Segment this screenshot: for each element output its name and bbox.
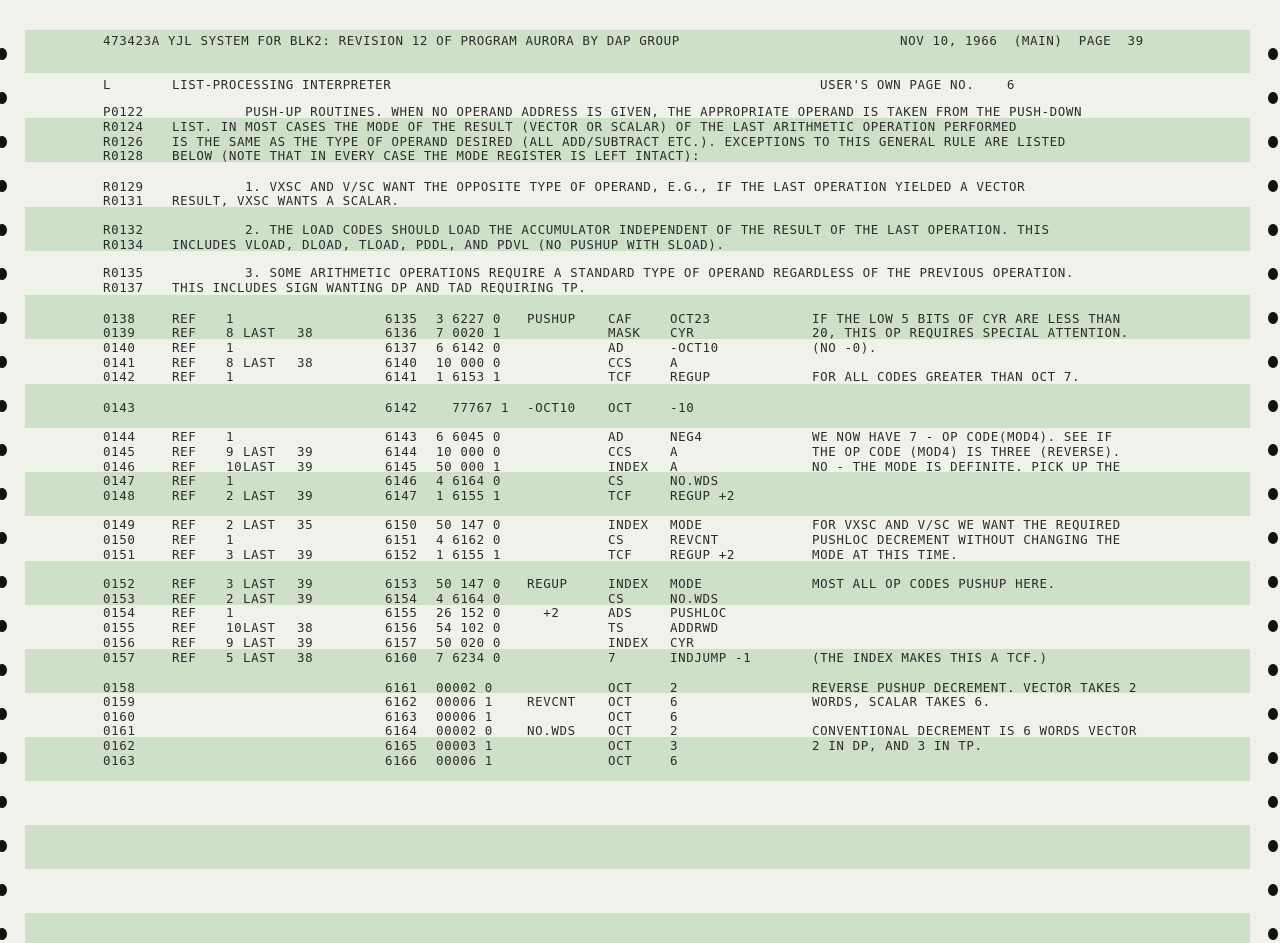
tractor-hole — [0, 708, 7, 720]
operand: NEG4 — [670, 429, 703, 444]
greenbar-band — [25, 913, 1250, 943]
tractor-hole — [1268, 444, 1278, 456]
prose-line-text: RESULT, VXSC WANTS A SCALAR. — [172, 193, 400, 208]
last-keyword: LAST — [243, 620, 276, 635]
operand: NO.WDS — [670, 591, 719, 606]
opcode: INDEX — [608, 459, 649, 474]
last-page: 38 — [297, 620, 314, 635]
operand: -10 — [670, 400, 695, 415]
line-number: 0148 — [103, 488, 136, 503]
operand: OCT23 — [670, 311, 711, 326]
line-number: 0153 — [103, 591, 136, 606]
operand: REGUP — [670, 369, 711, 384]
prose-line-number: R0124 — [103, 119, 144, 134]
prose-line-number: R0132 — [103, 222, 144, 237]
last-keyword: LAST — [243, 547, 276, 562]
ref-count: 8 — [226, 355, 235, 370]
octal-word: 7 6234 0 — [436, 650, 502, 665]
address: 6143 — [385, 429, 418, 444]
operand: 2 — [670, 723, 679, 738]
tractor-hole — [0, 664, 7, 676]
octal-word: 4 6164 0 — [436, 591, 502, 606]
line-number: 0140 — [103, 340, 136, 355]
last-page: 39 — [297, 635, 314, 650]
last-page: 39 — [297, 459, 314, 474]
prose-line-text: PUSH-UP ROUTINES. WHEN NO OPERAND ADDRESS IS GIVEN, THE APPROPRIATE OPERAND IS TAKEN FROM THE PUSH-DOWN — [172, 104, 1083, 119]
opcode: CCS — [608, 444, 633, 459]
ref-count: 2 — [226, 591, 235, 606]
prose-line-text: THIS INCLUDES SIGN WANTING DP AND TAD REQUIRING TP. — [172, 280, 587, 295]
opcode: CAF — [608, 311, 633, 326]
octal-word: 54 102 0 — [436, 620, 502, 635]
operand: REGUP +2 — [670, 547, 736, 562]
address: 6165 — [385, 738, 418, 753]
tractor-hole — [1268, 576, 1278, 588]
ref-count: 1 — [226, 369, 235, 384]
address: 6164 — [385, 723, 418, 738]
opcode: OCT — [608, 753, 633, 768]
tractor-hole — [1268, 796, 1278, 808]
octal-word: 6 6142 0 — [436, 340, 502, 355]
ref-count: 1 — [226, 429, 235, 444]
ref-count: 9 — [226, 444, 235, 459]
ref-keyword: REF — [172, 459, 197, 474]
greenbar-band — [25, 384, 1250, 428]
line-number: 0138 — [103, 311, 136, 326]
opcode: INDEX — [608, 517, 649, 532]
octal-word: 00002 0 — [436, 680, 493, 695]
ref-keyword: REF — [172, 532, 197, 547]
opcode: OCT — [608, 400, 633, 415]
tractor-hole — [0, 620, 7, 632]
ref-keyword: REF — [172, 340, 197, 355]
octal-word: 50 147 0 — [436, 517, 502, 532]
comment: WE NOW HAVE 7 - OP CODE(MOD4). SEE IF — [812, 429, 1113, 444]
tractor-hole — [1268, 268, 1278, 280]
tractor-hole — [0, 928, 7, 940]
opcode: OCT — [608, 723, 633, 738]
prose-line-number: R0128 — [103, 148, 144, 163]
line-number: 0147 — [103, 473, 136, 488]
opcode: INDEX — [608, 635, 649, 650]
ref-keyword: REF — [172, 576, 197, 591]
tractor-hole — [1268, 708, 1278, 720]
ref-keyword: REF — [172, 650, 197, 665]
operand: ADDRWD — [670, 620, 719, 635]
address: 6136 — [385, 325, 418, 340]
last-page: 38 — [297, 325, 314, 340]
tractor-hole — [1268, 48, 1278, 60]
octal-word: 6 6045 0 — [436, 429, 502, 444]
operand: NO.WDS — [670, 473, 719, 488]
ref-keyword: REF — [172, 325, 197, 340]
line-number: 0146 — [103, 459, 136, 474]
last-keyword: LAST — [243, 591, 276, 606]
last-keyword: LAST — [243, 517, 276, 532]
opcode: OCT — [608, 738, 633, 753]
ref-keyword: REF — [172, 355, 197, 370]
tractor-hole — [1268, 180, 1278, 192]
tractor-hole — [0, 400, 7, 412]
opcode: AD — [608, 429, 625, 444]
address: 6154 — [385, 591, 418, 606]
tractor-hole — [0, 444, 7, 456]
ref-count: 1 — [226, 340, 235, 355]
opcode: CS — [608, 473, 625, 488]
tractor-hole — [1268, 840, 1278, 852]
user-page-number: USER'S OWN PAGE NO. 6 — [820, 77, 1016, 92]
prose-line-text: INCLUDES VLOAD, DLOAD, TLOAD, PDDL, AND PDVL (NO PUSHUP WITH SLOAD). — [172, 237, 725, 252]
address: 6163 — [385, 709, 418, 724]
last-keyword: LAST — [243, 635, 276, 650]
ref-keyword: REF — [172, 369, 197, 384]
label: REGUP — [527, 576, 568, 591]
comment: (THE INDEX MAKES THIS A TCF.) — [812, 650, 1048, 665]
last-keyword: LAST — [243, 650, 276, 665]
opcode: INDEX — [608, 576, 649, 591]
opcode: MASK — [608, 325, 641, 340]
prose-line-text: 2. THE LOAD CODES SHOULD LOAD THE ACCUMULATOR INDEPENDENT OF THE RESULT OF THE LAST OPERATION. THIS — [172, 222, 1050, 237]
last-page: 38 — [297, 650, 314, 665]
tractor-hole — [1268, 488, 1278, 500]
ref-keyword: REF — [172, 620, 197, 635]
address: 6152 — [385, 547, 418, 562]
last-keyword: LAST — [243, 355, 276, 370]
tractor-hole — [1268, 224, 1278, 236]
octal-word: 50 020 0 — [436, 635, 502, 650]
line-number: 0160 — [103, 709, 136, 724]
opcode: 7 — [608, 650, 617, 665]
ref-keyword: REF — [172, 517, 197, 532]
tractor-hole — [1268, 884, 1278, 896]
prose-line-text: 3. SOME ARITHMETIC OPERATIONS REQUIRE A STANDARD TYPE OF OPERAND REGARDLESS OF THE PREVIOUS OPERATION. — [172, 265, 1074, 280]
comment: PUSHLOC DECREMENT WITHOUT CHANGING THE — [812, 532, 1121, 547]
octal-word: 50 000 1 — [436, 459, 502, 474]
line-number: 0159 — [103, 694, 136, 709]
ref-count: 8 — [226, 325, 235, 340]
prose-line-number: R0134 — [103, 237, 144, 252]
tractor-hole — [1268, 664, 1278, 676]
ref-count: 9 — [226, 635, 235, 650]
address: 6166 — [385, 753, 418, 768]
page-header-left: 473423A YJL SYSTEM FOR BLK2: REVISION 12 OF PROGRAM AURORA BY DAP GROUP — [103, 33, 680, 48]
operand: CYR — [670, 325, 695, 340]
comment: REVERSE PUSHUP DECREMENT. VECTOR TAKES 2 — [812, 680, 1138, 695]
operand: A — [670, 355, 679, 370]
octal-word: 10 000 0 — [436, 444, 502, 459]
ref-count: 5 — [226, 650, 235, 665]
ref-count: 1 — [226, 605, 235, 620]
octal-word: 4 6164 0 — [436, 473, 502, 488]
last-page: 39 — [297, 547, 314, 562]
opcode: TCF — [608, 369, 633, 384]
tractor-hole — [0, 488, 7, 500]
tractor-hole — [1268, 136, 1278, 148]
opcode: CS — [608, 532, 625, 547]
line-number: 0142 — [103, 369, 136, 384]
last-page: 38 — [297, 355, 314, 370]
last-page: 39 — [297, 591, 314, 606]
operand: A — [670, 444, 679, 459]
tractor-hole — [1268, 312, 1278, 324]
ref-keyword: REF — [172, 488, 197, 503]
octal-word: 1 6155 1 — [436, 488, 502, 503]
line-number: 0162 — [103, 738, 136, 753]
octal-word: 00006 1 — [436, 709, 493, 724]
operand: A — [670, 459, 679, 474]
tractor-hole — [1268, 92, 1278, 104]
comment: THE OP CODE (MOD4) IS THREE (REVERSE). — [812, 444, 1121, 459]
address: 6160 — [385, 650, 418, 665]
address: 6140 — [385, 355, 418, 370]
operand: 6 — [670, 694, 679, 709]
operand: CYR — [670, 635, 695, 650]
prose-line-text: BELOW (NOTE THAT IN EVERY CASE THE MODE REGISTER IS LEFT INTACT): — [172, 148, 701, 163]
line-number: 0158 — [103, 680, 136, 695]
ref-keyword: REF — [172, 311, 197, 326]
ref-count: 2 — [226, 488, 235, 503]
operand: 6 — [670, 753, 679, 768]
line-number: 0145 — [103, 444, 136, 459]
octal-word: 50 147 0 — [436, 576, 502, 591]
comment: CONVENTIONAL DECREMENT IS 6 WORDS VECTOR — [812, 723, 1138, 738]
line-number: 0154 — [103, 605, 136, 620]
greenbar-band — [25, 737, 1250, 781]
opcode: OCT — [608, 680, 633, 695]
octal-word: 1 6155 1 — [436, 547, 502, 562]
tractor-hole — [0, 532, 7, 544]
tractor-hole — [1268, 356, 1278, 368]
ref-count: 1 — [226, 473, 235, 488]
prose-line-text: LIST. IN MOST CASES THE MODE OF THE RESULT (VECTOR OR SCALAR) OF THE LAST ARITHMETIC OPERATION PERFORMED — [172, 119, 1018, 134]
ref-count: 2 — [226, 517, 235, 532]
tractor-hole — [0, 224, 7, 236]
opcode: ADS — [608, 605, 633, 620]
line-number: 0141 — [103, 355, 136, 370]
last-page: 39 — [297, 488, 314, 503]
prose-line-text: IS THE SAME AS THE TYPE OF OPERAND DESIRED (ALL ADD/SUBTRACT ETC.). EXCEPTIONS TO THIS GENERAL RULE ARE LISTED — [172, 134, 1066, 149]
operand: REGUP +2 — [670, 488, 736, 503]
ref-keyword: REF — [172, 591, 197, 606]
address: 6150 — [385, 517, 418, 532]
label: NO.WDS — [527, 723, 576, 738]
address: 6135 — [385, 311, 418, 326]
tractor-hole — [1268, 928, 1278, 940]
label: PUSHUP — [527, 311, 576, 326]
line-number: 0161 — [103, 723, 136, 738]
tractor-hole — [1268, 752, 1278, 764]
line-number: 0139 — [103, 325, 136, 340]
prose-line-number: R0137 — [103, 280, 144, 295]
line-number: 0151 — [103, 547, 136, 562]
opcode: TCF — [608, 547, 633, 562]
octal-word: 4 6162 0 — [436, 532, 502, 547]
octal-word: 3 6227 0 — [436, 311, 502, 326]
label: +2 — [527, 605, 560, 620]
address: 6157 — [385, 635, 418, 650]
greenbar-band — [25, 825, 1250, 869]
address: 6142 — [385, 400, 418, 415]
octal-word: 26 152 0 — [436, 605, 502, 620]
tractor-hole — [0, 180, 7, 192]
operand: MODE — [670, 576, 703, 591]
address: 6145 — [385, 459, 418, 474]
prose-line-number: R0135 — [103, 265, 144, 280]
octal-word: 1 6153 1 — [436, 369, 502, 384]
label: REVCNT — [527, 694, 576, 709]
prose-line-number: R0126 — [103, 134, 144, 149]
opcode: CS — [608, 591, 625, 606]
last-keyword: LAST — [243, 444, 276, 459]
last-keyword: LAST — [243, 459, 276, 474]
ref-count: 3 — [226, 576, 235, 591]
tractor-hole — [0, 576, 7, 588]
tractor-hole — [0, 884, 7, 896]
operand: 2 — [670, 680, 679, 695]
comment: IF THE LOW 5 BITS OF CYR ARE LESS THAN — [812, 311, 1121, 326]
tractor-hole — [0, 796, 7, 808]
address: 6156 — [385, 620, 418, 635]
ref-keyword: REF — [172, 429, 197, 444]
tractor-hole — [0, 136, 7, 148]
prose-line-number: R0129 — [103, 179, 144, 194]
operand: REVCNT — [670, 532, 719, 547]
opcode: TS — [608, 620, 625, 635]
address: 6151 — [385, 532, 418, 547]
last-page: 39 — [297, 444, 314, 459]
label: -OCT10 — [527, 400, 576, 415]
octal-word: 00003 1 — [436, 738, 493, 753]
tractor-hole — [0, 356, 7, 368]
operand: INDJUMP -1 — [670, 650, 752, 665]
section-mark: L — [103, 77, 112, 92]
last-keyword: LAST — [243, 325, 276, 340]
line-number: 0143 — [103, 400, 136, 415]
address: 6146 — [385, 473, 418, 488]
comment: FOR VXSC AND V/SC WE WANT THE REQUIRED — [812, 517, 1121, 532]
line-number: 0163 — [103, 753, 136, 768]
ref-count: 1 — [226, 311, 235, 326]
ref-count: 10 — [226, 620, 243, 635]
last-keyword: LAST — [243, 576, 276, 591]
tractor-hole — [0, 752, 7, 764]
ref-count: 10 — [226, 459, 243, 474]
tractor-hole — [0, 840, 7, 852]
comment: MODE AT THIS TIME. — [812, 547, 959, 562]
comment: (NO -0). — [812, 340, 878, 355]
operand: 3 — [670, 738, 679, 753]
tractor-hole — [1268, 620, 1278, 632]
tractor-hole — [1268, 532, 1278, 544]
address: 6147 — [385, 488, 418, 503]
ref-keyword: REF — [172, 547, 197, 562]
octal-word: 77767 1 — [436, 400, 510, 415]
address: 6144 — [385, 444, 418, 459]
line-number: 0156 — [103, 635, 136, 650]
opcode: TCF — [608, 488, 633, 503]
last-keyword: LAST — [243, 488, 276, 503]
octal-word: 00006 1 — [436, 753, 493, 768]
address: 6161 — [385, 680, 418, 695]
comment: WORDS, SCALAR TAKES 6. — [812, 694, 991, 709]
operand: MODE — [670, 517, 703, 532]
address: 6162 — [385, 694, 418, 709]
ref-keyword: REF — [172, 605, 197, 620]
prose-line-text: 1. VXSC AND V/SC WANT THE OPPOSITE TYPE OF OPERAND, E.G., IF THE LAST OPERATION YIELDED A VECTOR — [172, 179, 1026, 194]
opcode: CCS — [608, 355, 633, 370]
prose-line-number: P0122 — [103, 104, 144, 119]
comment: FOR ALL CODES GREATER THAN OCT 7. — [812, 369, 1081, 384]
opcode: OCT — [608, 694, 633, 709]
opcode: AD — [608, 340, 625, 355]
address: 6141 — [385, 369, 418, 384]
octal-word: 00002 0 — [436, 723, 493, 738]
tractor-hole — [0, 92, 7, 104]
greenbar-band — [25, 472, 1250, 516]
line-number: 0157 — [103, 650, 136, 665]
comment: NO - THE MODE IS DEFINITE. PICK UP THE — [812, 459, 1121, 474]
address: 6137 — [385, 340, 418, 355]
last-page: 39 — [297, 576, 314, 591]
line-number: 0150 — [103, 532, 136, 547]
line-number: 0149 — [103, 517, 136, 532]
ref-keyword: REF — [172, 473, 197, 488]
operand: -OCT10 — [670, 340, 719, 355]
tractor-hole — [0, 48, 7, 60]
ref-count: 1 — [226, 532, 235, 547]
prose-line-number: R0131 — [103, 193, 144, 208]
octal-word: 10 000 0 — [436, 355, 502, 370]
ref-keyword: REF — [172, 444, 197, 459]
octal-word: 00006 1 — [436, 694, 493, 709]
section-title: LIST-PROCESSING INTERPRETER — [172, 77, 392, 92]
tractor-hole — [1268, 400, 1278, 412]
ref-count: 3 — [226, 547, 235, 562]
page-header-right: NOV 10, 1966 (MAIN) PAGE 39 — [900, 33, 1144, 48]
tractor-hole — [0, 268, 7, 280]
comment: 20, THIS OP REQUIRES SPECIAL ATTENTION. — [812, 325, 1129, 340]
address: 6155 — [385, 605, 418, 620]
operand: PUSHLOC — [670, 605, 727, 620]
tractor-hole — [0, 312, 7, 324]
octal-word: 7 0020 1 — [436, 325, 502, 340]
line-number: 0152 — [103, 576, 136, 591]
opcode: OCT — [608, 709, 633, 724]
comment: 2 IN DP, AND 3 IN TP. — [812, 738, 983, 753]
operand: 6 — [670, 709, 679, 724]
line-number: 0155 — [103, 620, 136, 635]
comment: MOST ALL OP CODES PUSHUP HERE. — [812, 576, 1056, 591]
address: 6153 — [385, 576, 418, 591]
ref-keyword: REF — [172, 635, 197, 650]
last-page: 35 — [297, 517, 314, 532]
line-number: 0144 — [103, 429, 136, 444]
